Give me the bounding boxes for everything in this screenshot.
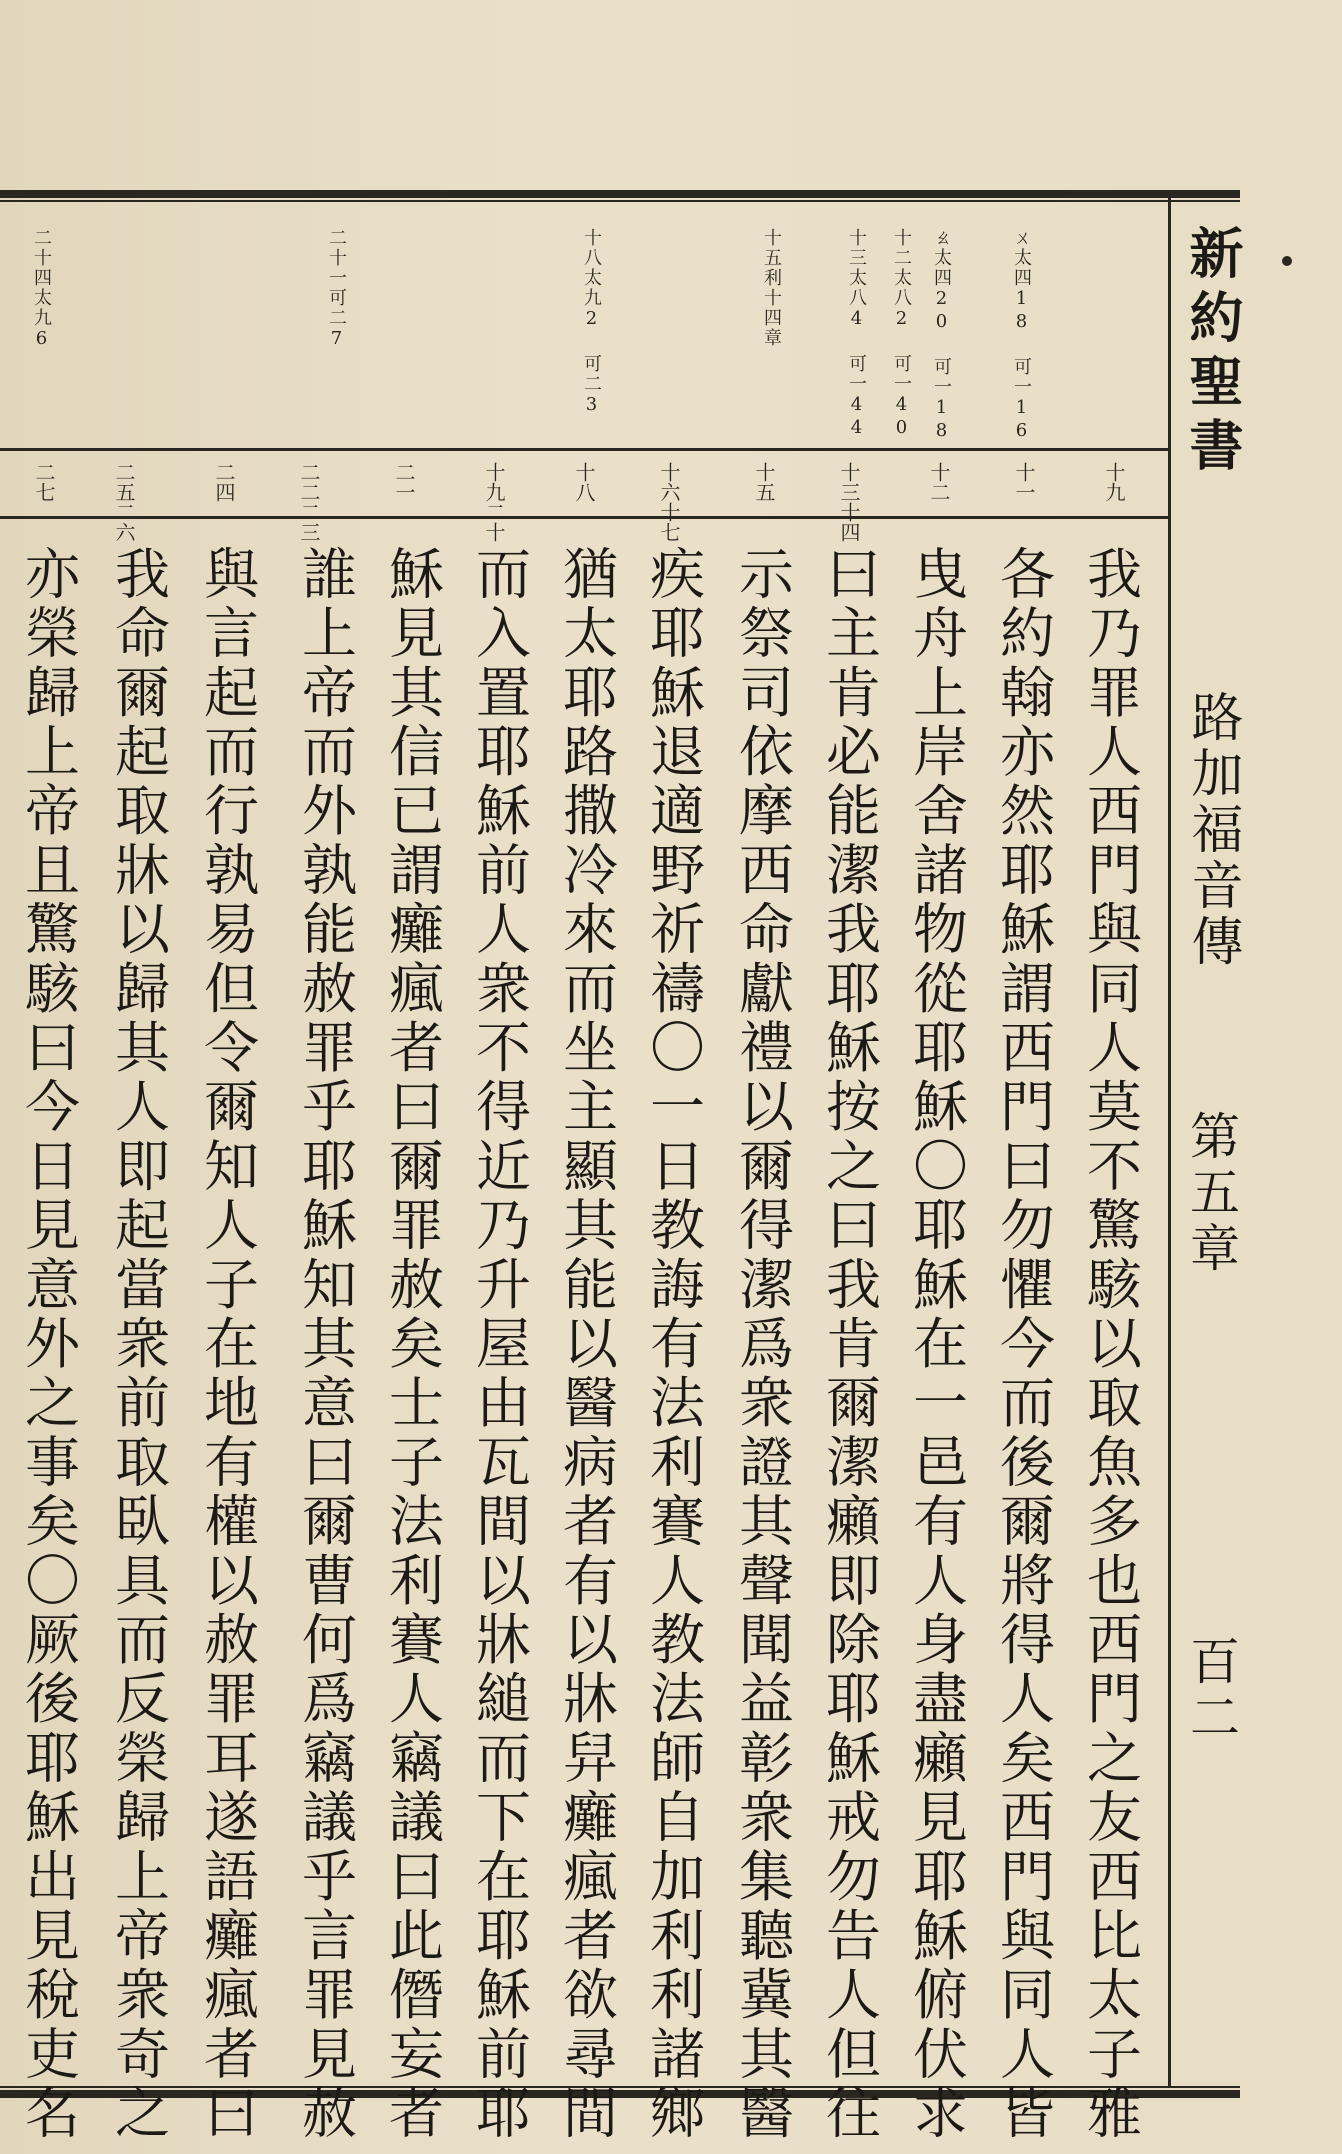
text-column-11: 與言起而行孰易但令爾知人子在地有權以赦罪耳遂語癱瘋者曰 [195,545,259,2144]
verse-number: 二二二三 [297,462,321,542]
book-name: 路加福音傳 [1182,690,1242,970]
text-column-8: 而入置耶穌前人衆不得近乃升屋由瓦間以牀縋而下在耶穌前耶 [467,545,531,2144]
verse-number: 十二 [927,462,951,502]
verse-number: 十三十四 [837,462,861,542]
verse-number: 十九二十 [482,462,506,542]
text-column-4: 曰主肯必能潔我耶穌按之曰我肯爾潔癩即除耶穌戒勿告人但往 [817,545,881,2144]
cross-reference-note: ㄨ太四18 可一16 [1011,228,1032,443]
text-column-3: 曳舟上岸舍諸物從耶穌〇耶穌在一邑有人身盡癩見耶穌俯伏求 [904,545,968,2144]
verse-number: 十五 [752,462,776,502]
text-column-13: 亦榮歸上帝且驚駭曰今日見意外之事矣〇厥後耶穌出見稅吏名 [16,545,80,2144]
header-divider-rule [1168,198,1171,2088]
notes-divider-rule [0,448,1170,451]
verse-number: 二五二六 [112,462,136,542]
page-number: 百二 [1182,1635,1240,1747]
cross-reference-note: 十二太八2 可一40 [891,228,912,440]
cross-reference-note: 二十一可二7 [326,228,347,351]
top-border-rule [0,190,1240,198]
text-column-9: 穌見其信已謂癱瘋者曰爾罪赦矣士子法利賽人竊議曰此僭妄者 [380,545,444,2144]
cross-reference-note: 二十四太九6 [31,228,52,351]
text-column-10: 誰上帝而外孰能赦罪乎耶穌知其意曰爾曹何爲竊議乎言罪見赦 [293,545,357,2144]
numbers-divider-rule [0,516,1170,519]
chapter-label: 第五章 [1182,1110,1240,1278]
verse-number: 十九 [1102,462,1126,502]
text-column-1: 我乃罪人西門與同人莫不驚駭以取魚多也西門之友西比太子雅 [1078,545,1142,2144]
text-column-12: 我命爾起取牀以歸其人即起當衆前取臥具而反榮歸上帝衆奇之 [106,545,170,2144]
cross-reference-note: 十八太九2 可二3 [581,228,602,417]
text-column-5: 示祭司依摩西命獻禮以爾得潔爲衆證其聲聞益彰衆集聽冀其醫 [730,545,794,2144]
cross-reference-note: 十三太八4 可一44 [846,228,867,440]
cross-reference-note: ㄠ太四20 可一18 [931,228,952,443]
verse-number: 十一 [1012,462,1036,502]
book-title: 新約聖書 [1181,225,1245,481]
verse-number: 十八 [572,462,596,502]
text-column-6: 疾耶穌退適野祈禱〇一日教誨有法利賽人教法師自加利利諸鄉 [641,545,705,2144]
verse-number: 二一 [392,462,416,502]
verse-number: 二七 [32,462,56,502]
text-column-2: 各約翰亦然耶穌謂西門曰勿懼今而後爾將得人矣西門與同人皆 [991,545,1055,2144]
top-border-thin-rule [0,200,1240,202]
verse-number: 十六十七 [657,462,681,542]
verse-number: 二四 [212,462,236,502]
text-column-7: 猶太耶路撒冷來而坐主顯其能以醫病者有以牀舁癱瘋者欲尋間 [554,545,618,2144]
cross-reference-note: 十五利十四章 [761,228,782,348]
corner-dot [1282,256,1292,266]
